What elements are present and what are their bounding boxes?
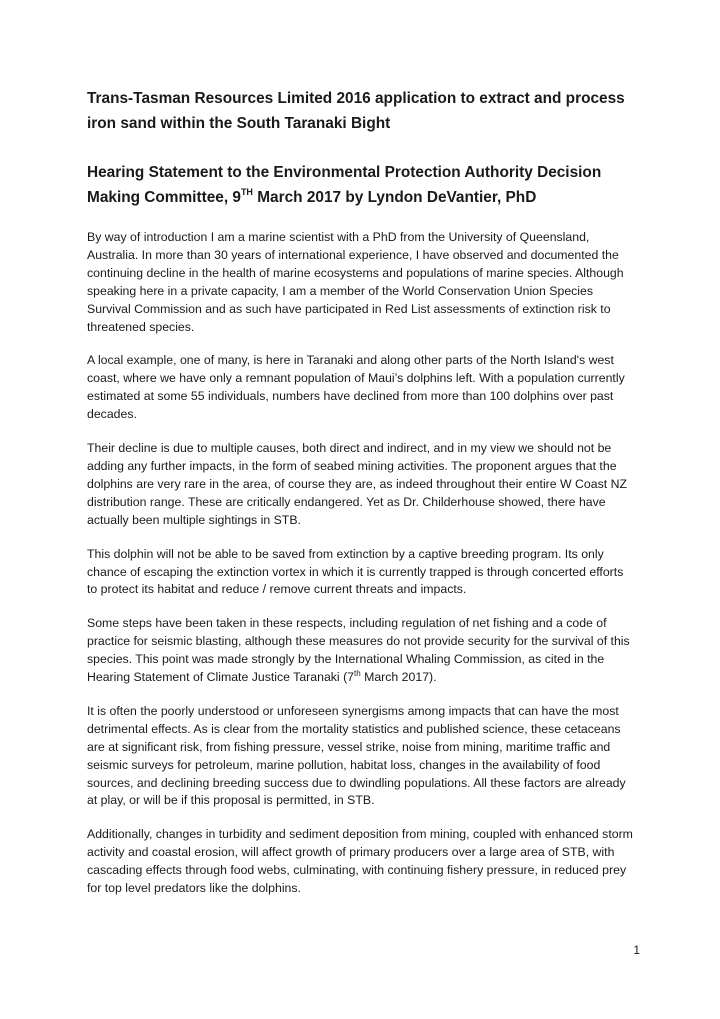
paragraph-decline-causes: Their decline is due to multiple causes, both direct and indirect, and in my view we should not be adding any further impacts, in the form of seabed mining activities. The proponent argues that the dolphins are very rare in the area, of course they are, as indeed throughout their entire W Coast NZ distribution range. These are critically endangered. Yet as Dr. Childerhouse showed, there have actually been multiple sightings in STB. bbox=[87, 441, 627, 527]
document-body bbox=[87, 86, 635, 914]
paragraph-protective-steps-after: March 2017). bbox=[360, 670, 437, 685]
paragraph-introduction: By way of introduction I am a marine scientist with a PhD from the University of Queensland, Australia. In more than 30 years of international experience, I have observed and documented the continuing decline in the health of marine ecosystems and populations of marine species. Although speaking here in a private capacity, I am a member of the World Conservation Union Species Survival Commission and as such have participated in Red List assessments of extinction risk to threatened species. bbox=[87, 230, 624, 334]
paragraph-protective-steps-before: Some steps have been taken in these respects, including regulation of net fishing and a code of practice for seismic blasting, although these measures do not provide security for the survival of this species. This point was made strongly by the International Whaling Commission, as cited in the Hearing Statement of Climate Justice Taranaki (7 bbox=[87, 616, 630, 685]
paragraph-turbidity: Additionally, changes in turbidity and sediment deposition from mining, coupled with enhanced storm activity and coastal erosion, will affect growth of primary producers over a large area of STB, with cascading effects through food webs, culminating, with continuing fishery pressure, in reduced prey for top level predators like the dolphins. bbox=[87, 827, 633, 896]
paragraph-local-example: A local example, one of many, is here in Taranaki and along other parts of the North Island's west coast, where we have only a remnant population of Maui’s dolphins left. With a population currently estimated at some 55 individuals, numbers have declined from more than 100 dolphins over past decades. bbox=[87, 353, 625, 422]
paragraph-protective-steps bbox=[87, 615, 635, 687]
paragraph-superscript: th bbox=[354, 668, 361, 678]
paragraph-captive-breeding: This dolphin will not be able to be saved from extinction by a captive breeding program. Its only chance of escaping the extinction vortex in which it is currently trapped is through concerted efforts to protect its habitat and reduce / remove current threats and impacts. bbox=[87, 546, 624, 597]
paragraph-synergisms: It is often the poorly understood or unforeseen synergisms among impacts that can have the most detrimental effects. As is clear from the mortality statistics and published science, these cetaceans are at significant risk, from fishing pressure, vessel strike, noise from mining, maritime traffic and seismic surveys for petroleum, marine pollution, habitat loss, changes in the availability of food sources, and declining breeding success due to dwindling populations. All these factors are already at play, or will be if this proposal is permitted, in STB. bbox=[87, 703, 626, 808]
subtitle-text-before: Hearing Statement to the Environmental Protection Authority Decision Making Committee, 9 bbox=[87, 164, 602, 206]
subtitle-superscript: TH bbox=[240, 186, 253, 197]
document-subtitle bbox=[87, 160, 635, 210]
document-title: Trans-Tasman Resources Limited 2016 application to extract and process iron sand within the South Taranaki Bight bbox=[87, 90, 625, 132]
page-number: 1 bbox=[633, 943, 640, 957]
subtitle-text-after: March 2017 by Lyndon DeVantier, PhD bbox=[252, 189, 537, 206]
